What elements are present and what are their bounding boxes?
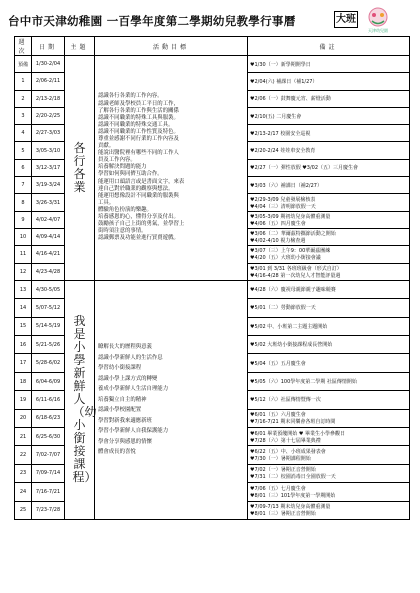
note-item: ♥3/01 到 3/31 各班班級會（形式自訂） bbox=[250, 265, 342, 272]
date-cell: 7/16-7/21 bbox=[32, 483, 65, 501]
week-cell: 21 bbox=[15, 427, 32, 445]
note-cell bbox=[248, 159, 410, 176]
goal-item: 認識各行各業的工作內容。 bbox=[98, 93, 163, 100]
col-week: 週次 bbox=[15, 37, 32, 56]
note-item: ♥3/07（三）上午9：00華爾茲團練 bbox=[250, 248, 331, 255]
note-cell bbox=[248, 464, 410, 482]
date-cell: 2/13-2/18 bbox=[32, 90, 65, 107]
note-cell bbox=[248, 317, 410, 335]
note-cell bbox=[248, 246, 410, 263]
date-cell: 2/06-2/11 bbox=[32, 73, 65, 90]
note-item: ♥2/06（一）鼓舞慶元宵、薪燈活動 bbox=[250, 96, 331, 103]
date-cell: 4/09-4/14 bbox=[32, 228, 65, 245]
note-cell bbox=[248, 354, 410, 372]
theme-label: 我是小學新鮮人（幼小銜接課程） bbox=[72, 314, 97, 485]
note-item: ♥3/03（六）補課日（補2/27） bbox=[250, 182, 322, 189]
date-cell: 5/07-5/12 bbox=[32, 299, 65, 317]
note-cell bbox=[248, 446, 410, 464]
table-row bbox=[15, 280, 410, 298]
note-item: ♥7/30（一）暑期課程開始 bbox=[250, 456, 311, 463]
note-cell bbox=[248, 142, 410, 159]
theme-cell bbox=[65, 280, 95, 519]
week-cell: 2 bbox=[15, 90, 32, 107]
date-cell: 5/14-5/19 bbox=[32, 317, 65, 335]
note-cell bbox=[248, 427, 410, 445]
week-cell: 25 bbox=[15, 501, 32, 519]
goal-item: 認識小學上課方式的轉變 bbox=[98, 375, 158, 382]
week-cell: 19 bbox=[15, 391, 32, 409]
date-cell: 4/02-4/07 bbox=[32, 211, 65, 228]
calendar-table bbox=[14, 36, 410, 520]
goal-item: 能運用口頭語言或是書面文字，來表 bbox=[98, 178, 185, 185]
note-item: ♥4/06（五）四月慶生會 bbox=[250, 220, 306, 227]
date-cell: 5/28-6/02 bbox=[32, 354, 65, 372]
note-cell bbox=[248, 211, 410, 228]
note-item: ♥5/04（五）五月慶生會 bbox=[250, 360, 306, 367]
note-item: ♥7/02（一）暑期正音營開始 bbox=[250, 467, 316, 474]
week-cell: 15 bbox=[15, 317, 32, 335]
goal-item: 認識不同職業的特殊交通工具。 bbox=[98, 121, 174, 128]
week-cell: 3 bbox=[15, 107, 32, 124]
note-item: ♥1/30（一）新學期開學日 bbox=[250, 61, 311, 68]
goal-item: 認識郵票及功能並進行買賣遊戲。 bbox=[98, 235, 179, 242]
goal-item: 養成小學新鮮人生活自理能力 bbox=[98, 386, 169, 393]
note-item: ♥2/29-3/09 兒童發展檢核表 bbox=[250, 196, 316, 203]
note-item: ♥7/28（六）第十七屆畢業典禮 bbox=[250, 437, 321, 444]
week-cell: 14 bbox=[15, 299, 32, 317]
note-cell bbox=[248, 177, 410, 194]
goal-item: 鼓勵孩子自己上街的勇氣，並學習上 bbox=[98, 221, 185, 228]
week-cell: 10 bbox=[15, 228, 32, 245]
note-item: ♥4/16-4/28 第一次幼兒人才智能評量週 bbox=[250, 272, 341, 279]
note-item: ♥2/13-2/17 校園安全巡視 bbox=[250, 130, 311, 137]
goal-item: 培養獨立自主的精神 bbox=[98, 396, 147, 403]
goal-item: 街時須注意的事情。 bbox=[98, 228, 147, 235]
note-item: ♥5/05（六）100學年度第二學期 社區傳情開始 bbox=[250, 379, 357, 385]
note-item: ♥2/04(六) 補課日（補1/27） bbox=[250, 78, 318, 85]
goal-item: 認識不同職業的工作性質及特色。 bbox=[98, 128, 179, 135]
week-cell: 22 bbox=[15, 446, 32, 464]
page-title: 台中市天津幼稚園 一百學年度第二學期幼兒教學行事曆 bbox=[8, 14, 296, 28]
note-cell bbox=[248, 501, 410, 519]
note-item: ♥4/28（六）慶祝母親節親子趣味競賽 bbox=[250, 287, 336, 294]
date-cell: 2/20-2/25 bbox=[32, 107, 65, 124]
note-cell bbox=[248, 483, 410, 501]
note-item: ♥8/01（三）暑期正音營開始 bbox=[250, 511, 316, 518]
date-cell: 4/23-4/28 bbox=[32, 263, 65, 280]
note-cell bbox=[248, 280, 410, 298]
week-cell: 7 bbox=[15, 177, 32, 194]
goal-item: 學習如何與同儕互助合作。 bbox=[98, 171, 163, 178]
week-cell: 5 bbox=[15, 142, 32, 159]
week-cell: 預備 bbox=[15, 56, 32, 73]
date-cell: 6/18-6/23 bbox=[32, 409, 65, 427]
date-cell: 7/23-7/28 bbox=[32, 501, 65, 519]
note-item: ♥7/06（五）七月慶生會 bbox=[250, 485, 306, 492]
class-label: 大班 bbox=[334, 11, 358, 28]
goal-item: 貢獻。 bbox=[98, 143, 115, 150]
week-cell: 9 bbox=[15, 211, 32, 228]
week-cell: 12 bbox=[15, 263, 32, 280]
date-cell: 3/26-3/31 bbox=[32, 194, 65, 211]
goal-item: 員及工作內容。 bbox=[98, 157, 136, 164]
goal-item: 了解各行各業的工作與生活的關係 bbox=[98, 107, 179, 114]
col-theme: 主題 bbox=[65, 37, 95, 56]
week-cell: 18 bbox=[15, 372, 32, 390]
table-row bbox=[15, 56, 410, 73]
date-cell: 6/11-6/16 bbox=[32, 391, 65, 409]
note-item: ♥5/01（二）勞動節放假一天 bbox=[250, 305, 316, 312]
note-cell bbox=[248, 391, 410, 409]
date-cell: 7/09-7/14 bbox=[32, 464, 65, 482]
goal-item: 瞭解長大的歷程與意義 bbox=[98, 344, 152, 351]
goal-item: 能運用想像設計不同職業的服裝與 bbox=[98, 192, 179, 199]
goal-item: 學習幼小銜接課程 bbox=[98, 365, 142, 372]
note-item: ♥5/02 中、小班第二主題主題開始 bbox=[250, 323, 328, 330]
goal-item: 培養解決問題的能力 bbox=[98, 164, 147, 171]
note-cell bbox=[248, 299, 410, 317]
week-cell: 17 bbox=[15, 354, 32, 372]
goal-item: 體驗角色扮演的樂趣。 bbox=[98, 206, 152, 213]
note-item: ♥4/04（三）清明節放假一天 bbox=[250, 203, 316, 210]
note-item: ♥6/01（五）六月慶生會 bbox=[250, 412, 306, 419]
note-cell bbox=[248, 409, 410, 427]
week-cell: 1 bbox=[15, 73, 32, 90]
goal-item: 學習小學新鮮人自我保護能力 bbox=[98, 428, 169, 435]
note-item: ♥4/20（五）大班幼小銜接會議 bbox=[250, 255, 321, 262]
date-cell: 3/19-3/24 bbox=[32, 177, 65, 194]
date-cell: 3/05-3/10 bbox=[32, 142, 65, 159]
table-header-row bbox=[15, 37, 410, 56]
note-item: ♥4/02-4/10 視力檢查週 bbox=[250, 238, 306, 245]
note-cell bbox=[248, 56, 410, 73]
date-cell: 5/21-5/26 bbox=[32, 336, 65, 354]
note-item: ♥5/12（六）社區傳情暨傳一次 bbox=[250, 397, 321, 404]
col-goals: 活動目標 bbox=[95, 37, 248, 56]
logo-caption: 天津幼兒園 bbox=[368, 28, 388, 33]
note-item: ♥8/01（三）101學年度第一學期開始 bbox=[250, 492, 336, 499]
week-cell: 6 bbox=[15, 159, 32, 176]
goal-item: 認識老師及學校員工平日的工作， bbox=[98, 100, 179, 107]
note-item: ♥3/06（二）華爾茲特攜節活動之開始 bbox=[250, 231, 336, 238]
week-cell: 23 bbox=[15, 464, 32, 482]
goal-item: 達自己對於職業的觀察與想法。 bbox=[98, 185, 174, 192]
note-item: ♥7/09-7/13 期末幼兒身高體重測量 bbox=[250, 504, 331, 511]
note-cell bbox=[248, 194, 410, 211]
date-cell: 7/02-7/07 bbox=[32, 446, 65, 464]
note-cell bbox=[248, 228, 410, 245]
goal-item: 尊重並感謝不同行業的工作內容及 bbox=[98, 136, 179, 142]
date-cell: 4/30-5/05 bbox=[32, 280, 65, 298]
col-date: 日期 bbox=[32, 37, 65, 56]
note-cell bbox=[248, 90, 410, 107]
date-cell: 6/25-6/30 bbox=[32, 427, 65, 445]
goal-item: 培養感恩的心，懂得分享及付出。 bbox=[98, 214, 179, 221]
note-item: ♥7/16-7/21 期末同樂會各班自訂時間 bbox=[250, 419, 336, 426]
date-cell: 1/30-2/04 bbox=[32, 56, 65, 73]
week-cell: 16 bbox=[15, 336, 32, 354]
note-item: ♥5/02 大班幼小銜接課程成長營開始 bbox=[250, 342, 333, 349]
col-notes: 備註 bbox=[248, 37, 410, 56]
goal-item: 能說出醫院裡有哪些不同的工作人 bbox=[98, 150, 179, 157]
week-cell: 4 bbox=[15, 125, 32, 142]
note-cell bbox=[248, 107, 410, 124]
header bbox=[0, 0, 420, 36]
week-cell: 11 bbox=[15, 246, 32, 263]
week-cell: 20 bbox=[15, 409, 32, 427]
goal-item: 學會分享與感恩的情懷 bbox=[98, 438, 152, 445]
note-item: ♥6/01 畢業預餞開始 ♥ 畢業生小學參觀日 bbox=[250, 430, 345, 437]
note-cell bbox=[248, 336, 410, 354]
goal-item: 認識小學校園配置 bbox=[98, 407, 142, 414]
theme-cell bbox=[65, 56, 95, 281]
note-cell bbox=[248, 125, 410, 142]
theme-label: 各行各業 bbox=[73, 140, 86, 194]
note-item: ♥6/22（五）中、小班成果發表會 bbox=[250, 449, 326, 456]
date-cell: 6/04-6/09 bbox=[32, 372, 65, 390]
goal-item: 體會成長的喜悅 bbox=[98, 449, 136, 456]
goals-cell bbox=[95, 56, 248, 281]
goals-cell bbox=[95, 280, 248, 519]
note-cell bbox=[248, 372, 410, 390]
note-item: ♥3/05-3/09 期初幼兒身高體重測量 bbox=[250, 213, 331, 220]
date-cell: 4/16-4/21 bbox=[32, 246, 65, 263]
goal-item: 學習對新我來適應新班 bbox=[98, 417, 152, 424]
week-cell: 8 bbox=[15, 194, 32, 211]
goal-item: 工具。 bbox=[98, 199, 115, 206]
week-cell: 24 bbox=[15, 483, 32, 501]
note-cell bbox=[248, 73, 410, 90]
note-cell bbox=[248, 263, 410, 280]
goal-item: 認識不同職業的特殊工具與服裝。 bbox=[98, 114, 179, 121]
date-cell: 2/27-3/03 bbox=[32, 125, 65, 142]
note-item: ♥2/27（一）彈性放假 ♥3/02（五）三月慶生會 bbox=[250, 165, 359, 172]
note-item: ♥7/31（二）校園消毒日全園放假一天 bbox=[250, 474, 336, 481]
date-cell: 3/12-3/17 bbox=[32, 159, 65, 176]
note-item: ♥2/10(五) 二月慶生會 bbox=[250, 113, 302, 120]
goal-item: 認識小學新鮮人的生活作息 bbox=[98, 354, 163, 361]
week-cell: 13 bbox=[15, 280, 32, 298]
note-item: ♥2/20-2/24 娃娃車安全教育 bbox=[250, 148, 316, 155]
